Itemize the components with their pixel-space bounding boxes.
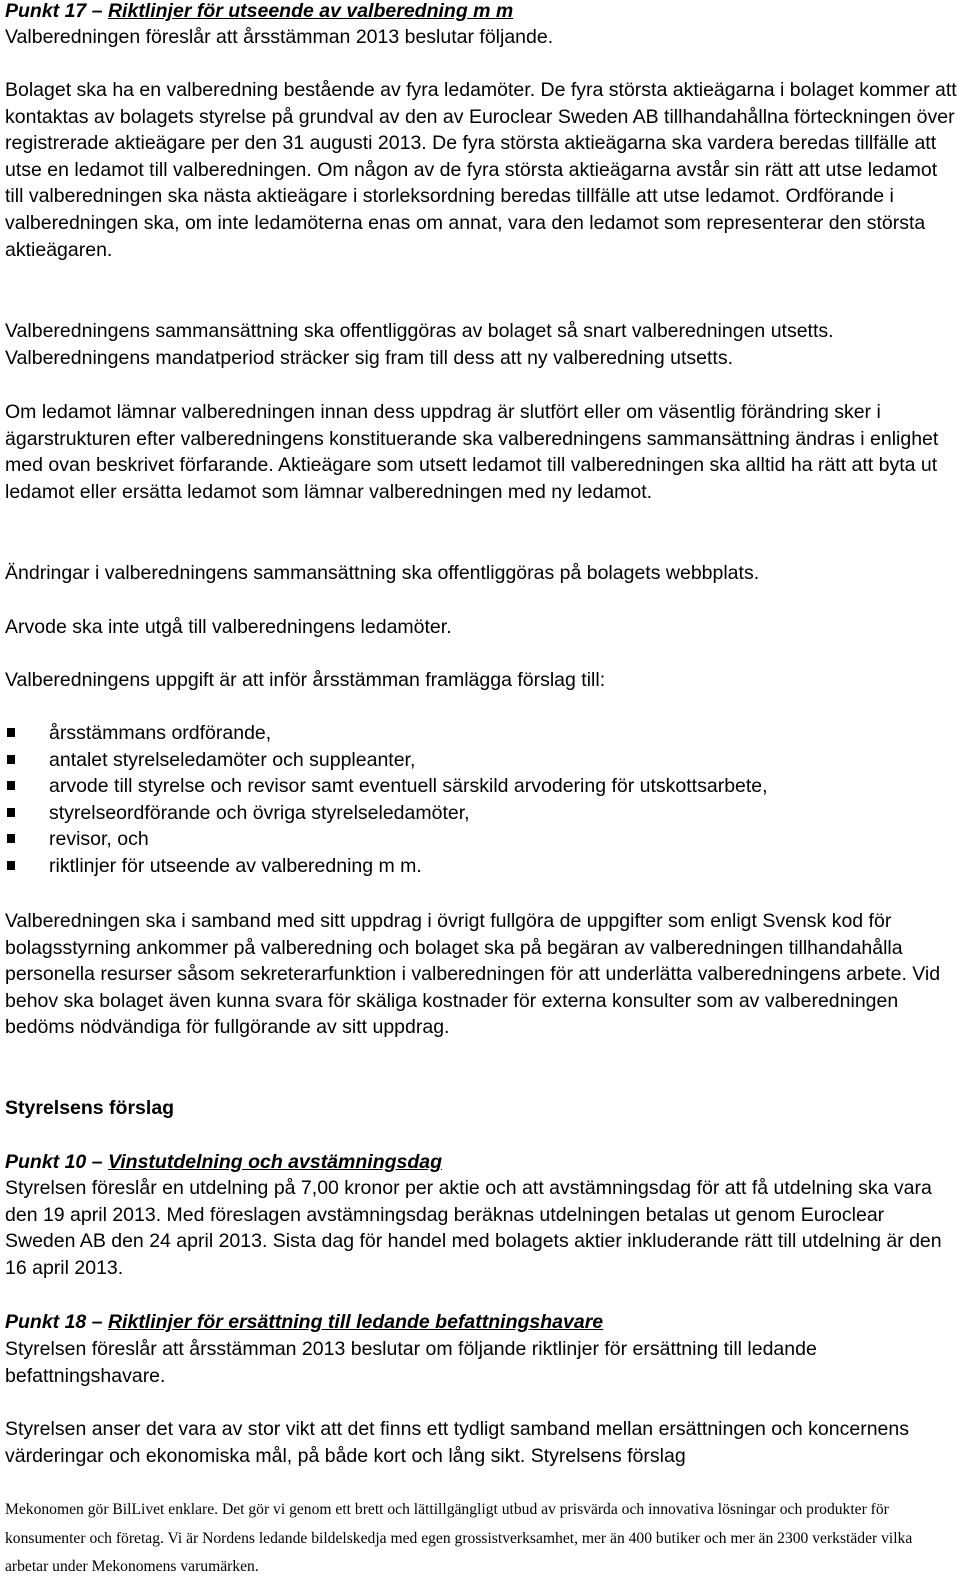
- punkt18-paragraph-1: Styrelsen föreslår att årsstämman 2013 beslutar om följande riktlinjer för ersättning till ledande befattningshavare.: [5, 1338, 817, 1387]
- punkt17-paragraph-6: Valberedningens uppgift är att inför årsstämman framlägga förslag till:: [5, 669, 606, 691]
- list-item: antalet styrelseledamöter och suppleanter,: [5, 747, 957, 774]
- punkt10-heading: [5, 1149, 957, 1176]
- square-bullet-icon: [7, 808, 15, 817]
- list-item: årsstämmans ordförande,: [5, 720, 957, 747]
- punkt10-paragraph-1: Styrelsen föreslår en utdelning på 7,00 kronor per aktie och att avstämningsdag för att få utdelning ska vara den 19 april 2013. Med föreslagen avstämningsdag beräknas utdelningen betalas ut genom Euroclear Sweden AB den 24 april 2013. Sista dag för handel med bolagets aktier inkluderande rätt till utdelning är den 16 april 2013.: [5, 1177, 942, 1279]
- punkt17-intro: Valberedningen föreslår att årsstämman 2013 beslutar följande.: [5, 26, 554, 48]
- punkt18-heading-title: Riktlinjer för ersättning till ledande befattningshavare: [107, 1311, 604, 1333]
- page-footer: Mekonomen gör BilLivet enklare. Det gör vi genom ett brett och lättillgängligt utbud av prisvärda och innovativa lösningar och produkter för konsumenter och företag. Vi är Nordens ledande bildelskedja med egen grossistverksamhet, mer än 400 butiker och mer än 2300 verkstäder vilka arbetar under Mekonomens varumärken.: [5, 1501, 913, 1575]
- punkt18-paragraph-2: Styrelsen anser det vara av stor vikt att det finns ett tydligt samband mellan ersättningen och koncernens värderingar och ekonomiska mål, på både kort och lång sikt. Styrelsens förslag: [5, 1418, 909, 1467]
- list-item: styrelseordförande och övriga styrelseledamöter,: [5, 800, 957, 827]
- punkt17-paragraph-2: Valberedningens sammansättning ska offentliggöras av bolaget så snart valberedningen utsetts. Valberedningens mandatperiod sträcker sig fram till dess att ny valberedning utsetts.: [5, 320, 834, 369]
- list-item: arvode till styrelse och revisor samt eventuell särskild arvodering för utskottsarbete,: [5, 773, 957, 800]
- square-bullet-icon: [7, 755, 15, 764]
- punkt17-paragraph-7: Valberedningen ska i samband med sitt uppdrag i övrigt fullgöra de uppgifter som enligt Svensk kod för bolagsstyrning ankommer på valberedning och bolaget ska på begäran av valberedningen tillhandahålla personella resurser såsom sekreterarfunktion i valberedningen för att underlätta valberedningens arbete. Vid behov ska bolaget även kunna svara för skäliga kostnader för externa konsulter som av valberedningen bedöms nödvändiga för fullgörande av sitt uppdrag.: [5, 910, 941, 1039]
- punkt17-paragraph-5: Arvode ska inte utgå till valberedningens ledamöter.: [5, 616, 452, 638]
- punkt17-paragraph-4: Ändringar i valberedningens sammansättning ska offentliggöras på bolagets webbplats.: [5, 562, 760, 584]
- list-item: revisor, och: [5, 826, 957, 853]
- square-bullet-icon: [7, 834, 15, 843]
- styrelsens-forslag-heading: Styrelsens förslag: [5, 1097, 175, 1119]
- punkt18-heading: [5, 1309, 957, 1336]
- punkt17-heading-prefix: Punkt 17 –: [5, 0, 108, 22]
- punkt10-heading-title: Vinstutdelning och avstämningsdag: [107, 1151, 443, 1173]
- punkt17-paragraph-1: Bolaget ska ha en valberedning bestående av fyra ledamöter. De fyra största aktieägarna i bolaget kommer att kontaktas av bolagets styrelse på grundval av den av Euroclear Sweden AB tillhandahållna förteckningen över registrerade aktieägare per den 31 augusti 2013. De fyra största aktieägarna ska vardera beredas tillfälle att utse en ledamot till valberedningen. Om någon av de fyra största aktieägarna avstår sin rätt att utse ledamot till valberedningen ska nästa aktieägare i storleksordning beredas tillfälle att utse ledamot. Ordförande i valberedningen ska, om inte ledamöterna enas om annat, vara den ledamot som representerar den största aktieägaren.: [5, 79, 957, 261]
- punkt18-heading-prefix: Punkt 18 –: [5, 1311, 108, 1333]
- punkt17-paragraph-3: Om ledamot lämnar valberedningen innan dess uppdrag är slutfört eller om väsentlig förändring sker i ägarstrukturen efter valberedningens konstituerande ska valberedningens sammansättning ändras i enlighet med ovan beskrivet förfarande. Aktieägare som utsett ledamot till valberedningen ska alltid ha rätt att byta ut ledamot eller ersätta ledamot som lämnar valberedningen med ny ledamot.: [5, 401, 939, 503]
- square-bullet-icon: [7, 861, 15, 870]
- punkt10-heading-prefix: Punkt 10 –: [5, 1151, 108, 1173]
- list-item: riktlinjer för utseende av valberedning m m.: [5, 853, 957, 880]
- proposal-bullet-list: [5, 720, 957, 880]
- square-bullet-icon: [7, 781, 15, 790]
- punkt17-heading-title: Riktlinjer för utseende av valberedning m m: [107, 0, 514, 22]
- punkt17-heading: [5, 0, 957, 25]
- square-bullet-icon: [7, 728, 15, 737]
